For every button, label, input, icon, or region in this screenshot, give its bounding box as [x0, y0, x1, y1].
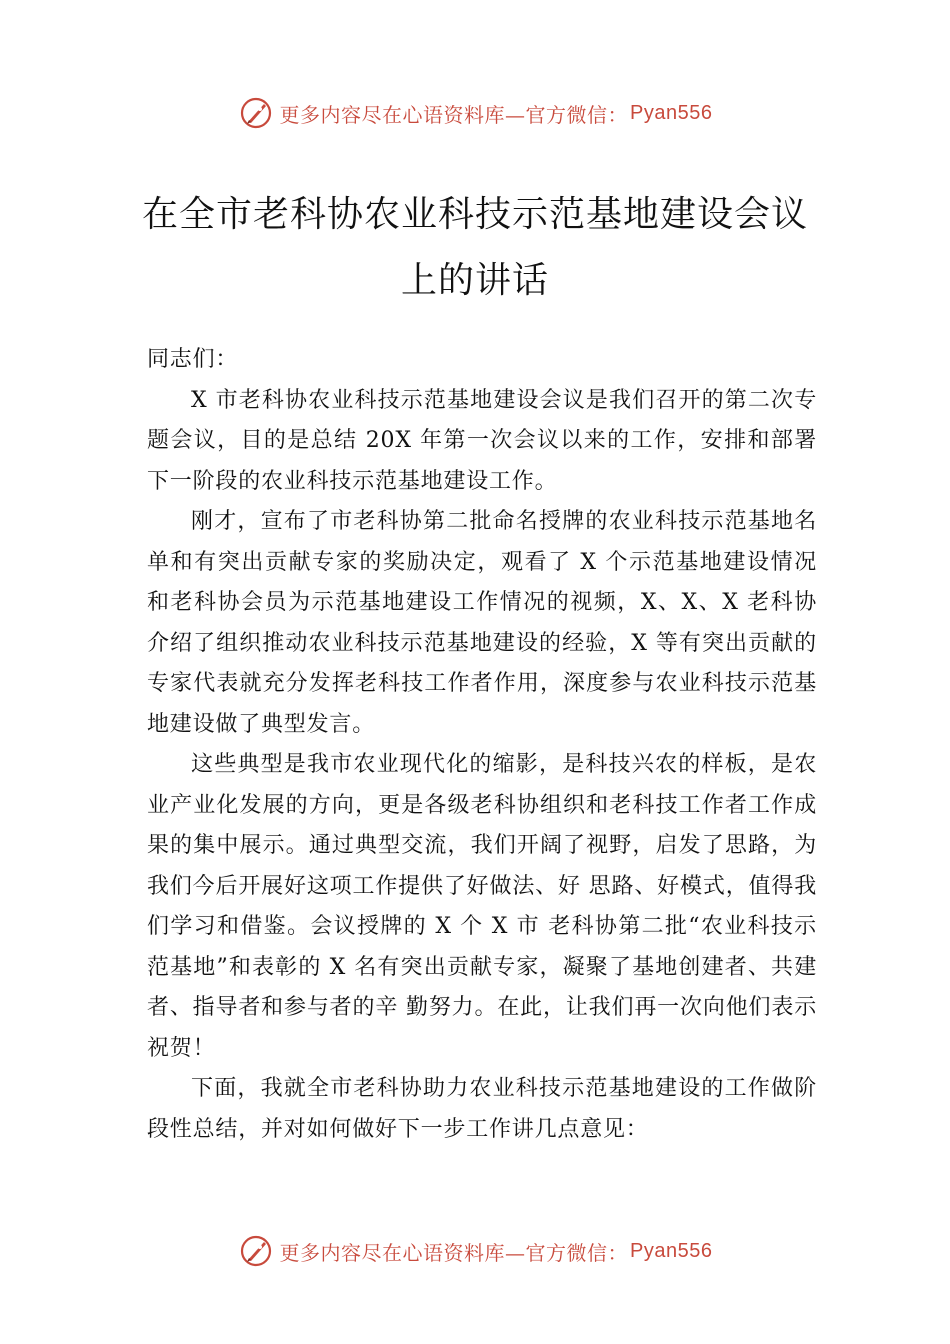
page-title: [140, 182, 810, 314]
paragraph-3: 这些典型是我市农业现代化的缩影，是科技兴农的样板，是农业产业化发展的方向，更是各级老科协组织和老科技工作者工作成果的集中展示。通过典型交流，我们开阔了视野，启发了思路，为我们今后开展好这项工作提供了好做法、好 思路、好模式，值得我们学习和借鉴。会议授牌的 X 个 X 市 老科协第二批“农业科技示范基地”和表彰的 X 名有突出贡献专家，凝聚了基地创建者、共建者、指导者和参与者的辛 勤努力。在此，让我们再一次向他们表示祝贺！: [147, 752, 817, 1061]
salutation: 同志们：: [147, 347, 239, 372]
paragraph-4: 下面，我就全市老科协助力农业科技示范基地建设的工作做阶段性总结，并对如何做好下一步工作讲几点意见：: [147, 1076, 817, 1142]
header-banner-text: 更多内容尽在心语资料库—官方微信：: [279, 102, 629, 127]
document-body: [147, 340, 817, 1150]
paragraph-1: X 市老科协农业科技示范基地建设会议是我们召开的第二次专题会议，目的是总结 20X 年第一次会议以来的工作，安排和部署下一阶段的农业科技示范基地建设工作。: [147, 387, 817, 494]
header-banner[interactable]: [0, 95, 950, 131]
quill-pen-logo-icon: [238, 1233, 274, 1269]
footer-banner-text: 更多内容尽在心语资料库—官方微信：: [279, 1240, 629, 1265]
footer-banner-account: Pyan556: [630, 1239, 713, 1262]
title-line-2: 上的讲话: [400, 260, 549, 301]
paragraph-2: 刚才，宣布了市老科协第二批命名授牌的农业科技示范基地名单和有突出贡献专家的奖励决定，观看了 X 个示范基地建设情况和老科协会员为示范基地建设工作情况的视频，X、X、X 老科协介绍了组织推动农业科技示范基地建设的经验，X 等有突出贡献的专家代表就充分发挥老科技工作者作用，深度参与农业科技示范基地建设做了典型发言。: [147, 509, 817, 737]
header-banner-account: Pyan556: [630, 101, 713, 124]
title-line-1: 在全市老科协农业科技示范基地建设会议: [141, 194, 808, 235]
quill-pen-logo-icon: [238, 95, 274, 131]
footer-banner[interactable]: [0, 1233, 950, 1269]
